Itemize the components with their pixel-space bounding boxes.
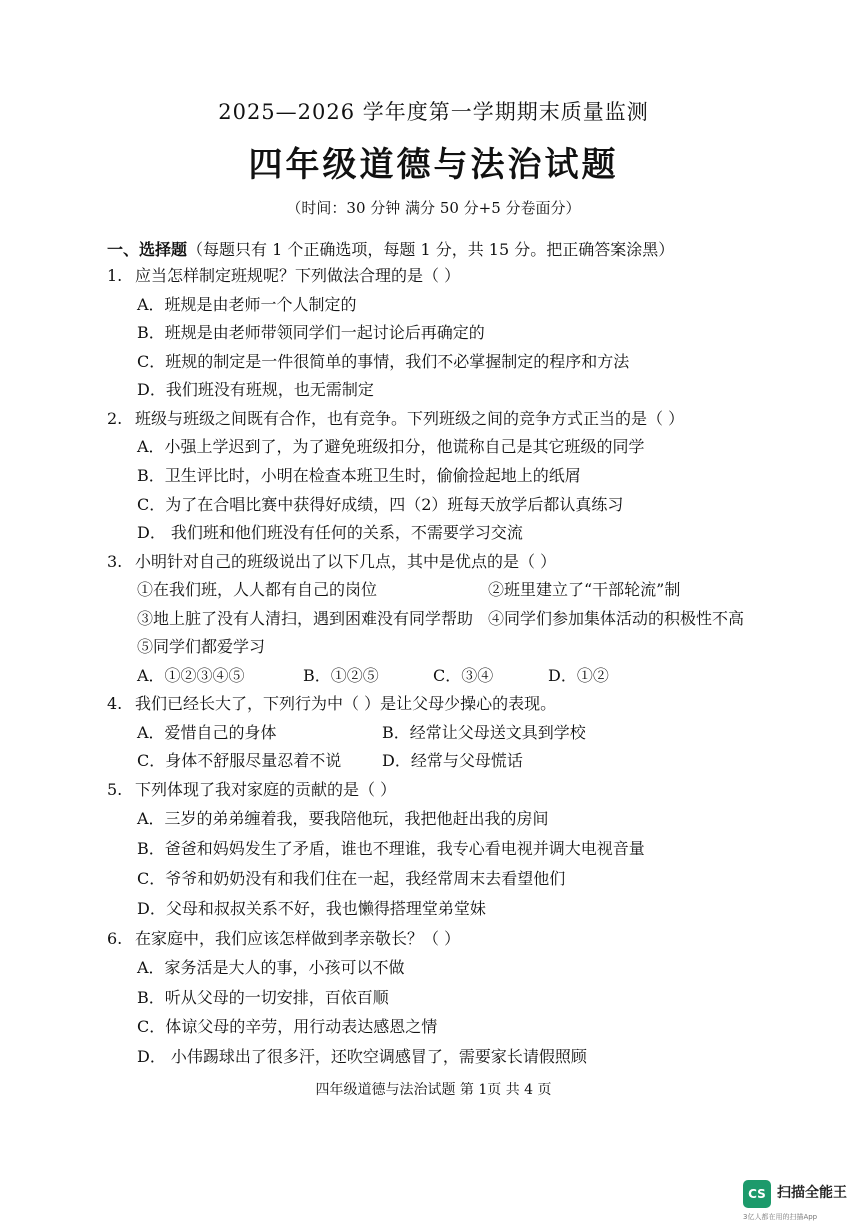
question-1-option-b: B．班规是由老师带领同学们一起讨论后再确定的 bbox=[137, 323, 485, 342]
question-4-option-b: B．经常让父母送文具到学校 bbox=[382, 723, 586, 742]
question-number: 5. bbox=[107, 780, 123, 799]
question-4-stem: 4. 我们已经长大了，下列行为中（ ）是让父母少操心的表现。 bbox=[107, 689, 556, 718]
question-1-option-a: A．班规是由老师一个人制定的 bbox=[137, 295, 357, 314]
question-number: 2. bbox=[107, 409, 123, 428]
question-4-options-row-1 bbox=[0, 718, 867, 747]
exam-info: （时间：30 分钟 满分 50 分+5 分卷面分） bbox=[286, 199, 581, 217]
question-1-stem: 1. 应当怎样制定班规呢？下列做法合理的是（ ） bbox=[107, 261, 460, 290]
exam-title: 四年级道德与法治试题 bbox=[248, 145, 619, 185]
question-6-option-d: D． 小伟踢球出了很多汗，还吹空调感冒了，需要家长请假照顾 bbox=[137, 1047, 587, 1066]
question-3-option-c: C．③④ bbox=[433, 666, 494, 685]
watermark-app-name: 扫描全能王 bbox=[777, 1185, 847, 1201]
section-label: 一、选择题 bbox=[107, 240, 188, 259]
question-3-point-2: ②班里建立了“干部轮流”制 bbox=[488, 580, 681, 599]
question-5-option-c: C．爷爷和奶奶没有和我们住在一起，我经常周末去看望他们 bbox=[137, 869, 566, 888]
exam-period-heading: 2025—2026 学年度第一学期期末质量监测 bbox=[218, 100, 649, 124]
question-6-stem: 6. 在家庭中，我们应该怎样做到孝亲敬长？（ ） bbox=[107, 924, 460, 953]
scanner-watermark bbox=[743, 1180, 853, 1220]
question-3-options bbox=[0, 661, 867, 690]
section-instructions: （每题只有 1 个正确选项，每题 1 分，共 15 分。把正确答案涂黑） bbox=[187, 240, 675, 259]
question-4-options-row-2 bbox=[0, 746, 867, 775]
question-3-option-b: B．①②⑤ bbox=[303, 666, 379, 685]
question-2-stem: 2. 班级与班级之间既有合作，也有竞争。下列班级之间的竞争方式正当的是（ ） bbox=[107, 404, 684, 433]
question-number: 1. bbox=[107, 266, 123, 285]
question-6-option-b: B．听从父母的一切安排，百依百顺 bbox=[137, 988, 389, 1007]
question-4-option-c: C．身体不舒服尽量忍着不说 bbox=[137, 751, 342, 770]
question-number: 6. bbox=[107, 929, 123, 948]
question-5-option-d: D．父母和叔叔关系不好，我也懒得搭理堂弟堂妹 bbox=[137, 899, 486, 918]
question-4-option-d: D．经常与父母慌话 bbox=[382, 751, 523, 770]
question-number: 4. bbox=[107, 694, 123, 713]
question-3-point-1: ①在我们班，人人都有自己的岗位 bbox=[137, 580, 378, 599]
question-2-option-b: B．卫生评比时，小明在检查本班卫生时，偷偷捡起地上的纸屑 bbox=[137, 466, 581, 485]
question-5-option-a: A．三岁的弟弟缠着我，要我陪他玩，我把他赶出我的房间 bbox=[137, 809, 549, 828]
question-number: 3. bbox=[107, 552, 123, 571]
question-5-option-b: B．爸爸和妈妈发生了矛盾，谁也不理谁，我专心看电视并调大电视音量 bbox=[137, 839, 645, 858]
question-2-option-a: A．小强上学迟到了，为了避免班级扣分，他谎称自己是其它班级的同学 bbox=[137, 437, 645, 456]
camscanner-logo-icon: CS bbox=[743, 1180, 771, 1208]
section-heading bbox=[107, 237, 674, 260]
question-3-point-3: ③地上脏了没有人清扫，遇到困难没有同学帮助 bbox=[137, 609, 474, 628]
page-footer: 四年级道德与法治试题 第 1页 共 4 页 bbox=[315, 1082, 552, 1098]
question-4-option-a: A．爱惜自己的身体 bbox=[137, 723, 277, 742]
question-1-option-c: C．班规的制定是一件很简单的事情，我们不必掌握制定的程序和方法 bbox=[137, 352, 630, 371]
question-5-stem: 5. 下列体现了我对家庭的贡献的是（ ） bbox=[107, 775, 396, 804]
question-3-stem: 3. 小明针对自己的班级说出了以下几点，其中是优点的是（ ） bbox=[107, 547, 556, 576]
question-1-option-d: D．我们班没有班规，也无需制定 bbox=[137, 380, 374, 399]
question-2-option-c: C．为了在合唱比赛中获得好成绩，四（2）班每天放学后都认真练习 bbox=[137, 495, 624, 514]
watermark-tagline: 3亿人都在用的扫描App bbox=[743, 1213, 818, 1221]
question-6-option-a: A．家务活是大人的事，小孩可以不做 bbox=[137, 958, 405, 977]
question-6-option-c: C．体谅父母的辛劳，用行动表达感恩之情 bbox=[137, 1017, 438, 1036]
question-2-option-d: D． 我们班和他们班没有任何的关系，不需要学习交流 bbox=[137, 523, 523, 542]
question-3-option-a: A．①②③④⑤ bbox=[137, 666, 245, 685]
question-3-option-d: D．①② bbox=[548, 666, 609, 685]
question-3-point-4: ④同学们参加集体活动的积极性不高 bbox=[488, 609, 745, 628]
question-3-point-5: ⑤同学们都爱学习 bbox=[137, 637, 266, 656]
